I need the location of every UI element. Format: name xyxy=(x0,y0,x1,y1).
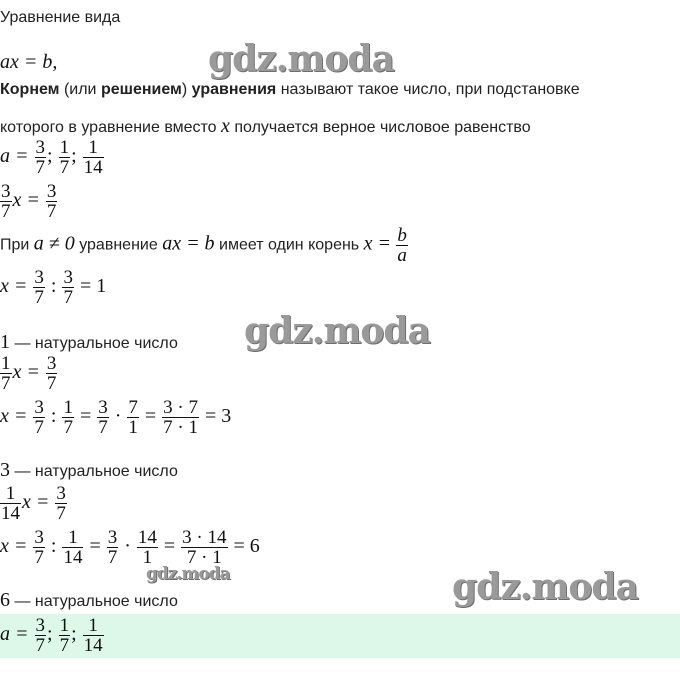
note-text: — натуральное число xyxy=(10,335,178,352)
condition: a ≠ 0 xyxy=(33,232,75,255)
definition-text: которого в уравнение вместо xyxy=(0,119,222,136)
result: = 3 xyxy=(205,405,232,428)
rule-line xyxy=(0,226,409,265)
equation-2 xyxy=(0,354,58,393)
fraction: $\frac{3}{7}$ xyxy=(46,181,57,222)
fraction: $\frac{1}{7}$ xyxy=(59,137,70,178)
rule-text: уравнение xyxy=(74,236,163,254)
result: = 1 xyxy=(79,275,107,298)
lhs: x = xyxy=(0,535,28,558)
fraction: $\frac{1}{14}$ xyxy=(83,616,103,656)
watermark-logo: gdz.moda xyxy=(208,38,394,80)
operator: : xyxy=(50,405,57,428)
section-heading: Уравнение вида xyxy=(0,9,121,26)
operator: · xyxy=(114,405,122,428)
watermark-logo: gdz.moda xyxy=(244,310,430,352)
operator: = xyxy=(144,405,157,428)
fraction: $\frac{1}{7}$ xyxy=(59,616,70,656)
fraction: $\frac{3 \cdot 14}{7 \cdot 1}$ xyxy=(182,527,227,568)
fraction: $\frac{1}{7}$ xyxy=(63,397,73,438)
root-lhs: x = xyxy=(363,232,391,255)
definition-text: получается верное числовое равенство xyxy=(229,119,531,136)
definition-text: называют такое число, при подстановке xyxy=(276,81,580,98)
lhs: x = xyxy=(0,275,28,298)
solution-3 xyxy=(0,528,260,567)
fraction: $\frac{1}{7}$ xyxy=(1,353,11,394)
fraction: $\frac{3}{7}$ xyxy=(35,616,45,656)
note-text: — натуральное число xyxy=(10,463,178,480)
definition-line-2 xyxy=(0,116,531,138)
number: 6 xyxy=(0,589,10,611)
operator: = xyxy=(89,535,101,558)
fraction: $\frac{1}{14}$ xyxy=(63,527,83,568)
fraction: $\frac{3}{7}$ xyxy=(107,527,118,568)
fraction: $\frac{3}{7}$ xyxy=(46,353,57,394)
definition-text: (или xyxy=(59,81,101,98)
watermark-logo: gdz.moda xyxy=(146,564,230,584)
number: 1 xyxy=(0,331,10,353)
term-root: Корнем xyxy=(0,81,60,98)
variable-x: x xyxy=(221,115,230,137)
fraction: $\frac{3}{7}$ xyxy=(63,267,73,308)
lhs: x = xyxy=(0,405,28,428)
natural-note-3 xyxy=(0,590,178,612)
definition-text: ) xyxy=(181,81,192,98)
note-text: — натуральное число xyxy=(10,593,178,610)
equation-mid: x = xyxy=(22,491,50,514)
fraction: $\frac{1}{14}$ xyxy=(83,137,103,178)
equation-3 xyxy=(0,484,68,523)
lhs: a = xyxy=(0,145,29,168)
fraction: $\frac{3}{7}$ xyxy=(34,397,44,438)
fraction: $\frac{3 \cdot 7}{7 \cdot 1}$ xyxy=(163,397,198,438)
fraction: $\frac{14}{1}$ xyxy=(137,527,157,568)
separator: ; xyxy=(47,623,53,646)
number: 3 xyxy=(0,459,10,481)
equation-mid: x = xyxy=(12,361,40,384)
equation-mid: x = xyxy=(12,189,40,212)
solution-1 xyxy=(0,268,106,307)
operator: : xyxy=(50,275,57,298)
result: = 6 xyxy=(233,535,260,558)
operator: = xyxy=(79,405,92,428)
operator: = xyxy=(163,535,176,558)
fraction: $\frac{7}{1}$ xyxy=(128,397,138,438)
natural-note-1 xyxy=(0,332,178,354)
fraction: $\frac{3}{7}$ xyxy=(1,181,11,222)
separator: ; xyxy=(47,145,53,168)
values-line xyxy=(0,138,105,177)
term-solution: решением xyxy=(100,81,182,98)
fraction: $\frac{3}{7}$ xyxy=(34,527,44,568)
operator: : xyxy=(50,535,57,558)
fraction: $\frac{3}{7}$ xyxy=(35,137,45,178)
fraction: $\frac{3}{7}$ xyxy=(56,483,66,524)
answer-line xyxy=(0,616,105,656)
lhs: a = xyxy=(0,623,29,646)
rule-text: При xyxy=(0,236,34,254)
solution-2 xyxy=(0,398,231,437)
equation-form: ax = b, xyxy=(0,51,58,73)
separator: ; xyxy=(71,145,77,168)
equation-1 xyxy=(0,182,58,221)
watermark-logo: gdz.moda xyxy=(452,566,638,608)
natural-note-2 xyxy=(0,460,178,482)
separator: ; xyxy=(71,623,77,646)
rule-text: имеет один корень xyxy=(214,236,364,254)
fraction: $\frac{1}{14}$ xyxy=(1,483,20,524)
fraction: $\frac{3}{7}$ xyxy=(34,267,44,308)
fraction: $\frac{3}{7}$ xyxy=(98,397,108,438)
term-equation: уравнения xyxy=(191,81,277,98)
equation: ax = b xyxy=(162,232,215,255)
definition-line-1 xyxy=(0,80,580,100)
operator: · xyxy=(124,535,131,558)
fraction: $\frac{b}{a}$ xyxy=(397,225,407,266)
